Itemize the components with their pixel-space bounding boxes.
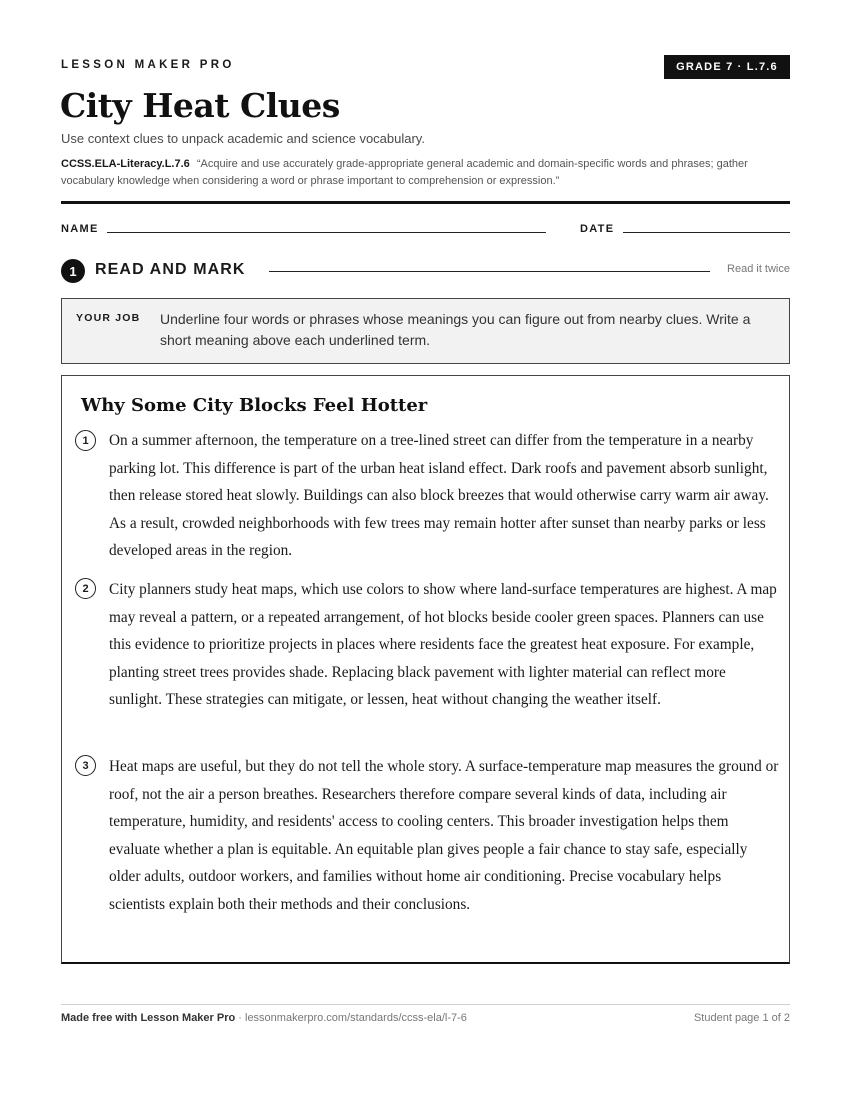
page-subtitle: Use context clues to unpack academic and science vocabulary. <box>61 131 425 146</box>
section-note: Read it twice <box>727 263 790 275</box>
paragraph: On a summer afternoon, the temperature on a tree-lined street can differ from the temperature in a nearby parking lot. This difference is part of the urban heat island effect. Dark roofs and pavement absorb sunlight, then release stored heat slowly. Buildings can also block breezes that would otherwise carry warm air away. As a result, crowded neighborhoods with few trees may remain hotter after sunset than nearby parks or less developed areas in the region. <box>109 432 769 560</box>
section-number-badge: 1 <box>61 259 85 283</box>
brand-name: LESSON MAKER PRO <box>61 59 235 71</box>
reading-passage <box>61 375 790 964</box>
section-title: READ AND MARK <box>95 261 246 278</box>
paragraph-number: 3 <box>75 755 96 776</box>
standard-code: CCSS.ELA-Literacy.L.7.6 <box>61 158 190 170</box>
date-label: DATE <box>580 223 615 235</box>
instructions-box <box>61 298 790 364</box>
header-divider <box>61 201 790 204</box>
standard-description <box>61 156 796 190</box>
footer-url[interactable]: · lessonmakerpro.com/standards/ccss-ela/l-7-6 <box>235 1012 467 1024</box>
paragraph: Heat maps are useful, but they do not tell the whole story. A surface-temperature map measures the ground or roof, not the air a person breathes. Researchers therefore compare several kinds of data, including air temperature, humidity, and residents' access to cooling centers. This broader investigation helps them evaluate whether a plan is equitable. An equitable plan gives people a fair chance to stay safe, especially older adults, outdoor workers, and families without home air conditioning. Precise vocabulary helps scientists explain both their methods and their conclusions. <box>109 758 779 913</box>
footer-divider <box>61 1004 790 1005</box>
name-label: NAME <box>61 223 99 235</box>
paragraph-number: 2 <box>75 578 96 599</box>
paragraph: City planners study heat maps, which use colors to show where land-surface temperatures are highest. A map may reveal a pattern, or a repeated arrangement, of hot blocks beside cooler green spaces. Planners can use this evidence to prioritize projects in places where residents face the greatest heat exposure. For example, planting street trees provides shade. Replacing black pavement with lighter material can reflect more sunlight. These strategies can mitigate, or lessen, heat without changing the weather itself. <box>109 581 777 709</box>
instructions-label: YOUR JOB <box>76 312 141 324</box>
paragraph-number: 1 <box>75 430 96 451</box>
footer-made-with: Made free with Lesson Maker Pro <box>61 1012 236 1024</box>
date-field[interactable] <box>623 232 790 233</box>
footer-credit <box>61 1012 467 1024</box>
passage-title: Why Some City Blocks Feel Hotter <box>81 395 428 416</box>
instructions-text: Underline four words or phrases whose meanings you can figure out from nearby clues. Write a short meaning above each underlined term. <box>160 311 751 348</box>
name-field[interactable] <box>107 232 546 233</box>
section-divider <box>269 271 710 272</box>
page-indicator: Student page 1 of 2 <box>693 1012 790 1024</box>
page-title: City Heat Clues <box>60 86 340 125</box>
standard-text: “Acquire and use accurately grade-appropriate general academic and domain-specific words and phrases; gather vocabulary knowledge when considering a word or phrase important to comprehension or expression.” <box>61 158 748 187</box>
grade-badge: GRADE 7 · L.7.6 <box>664 55 790 79</box>
